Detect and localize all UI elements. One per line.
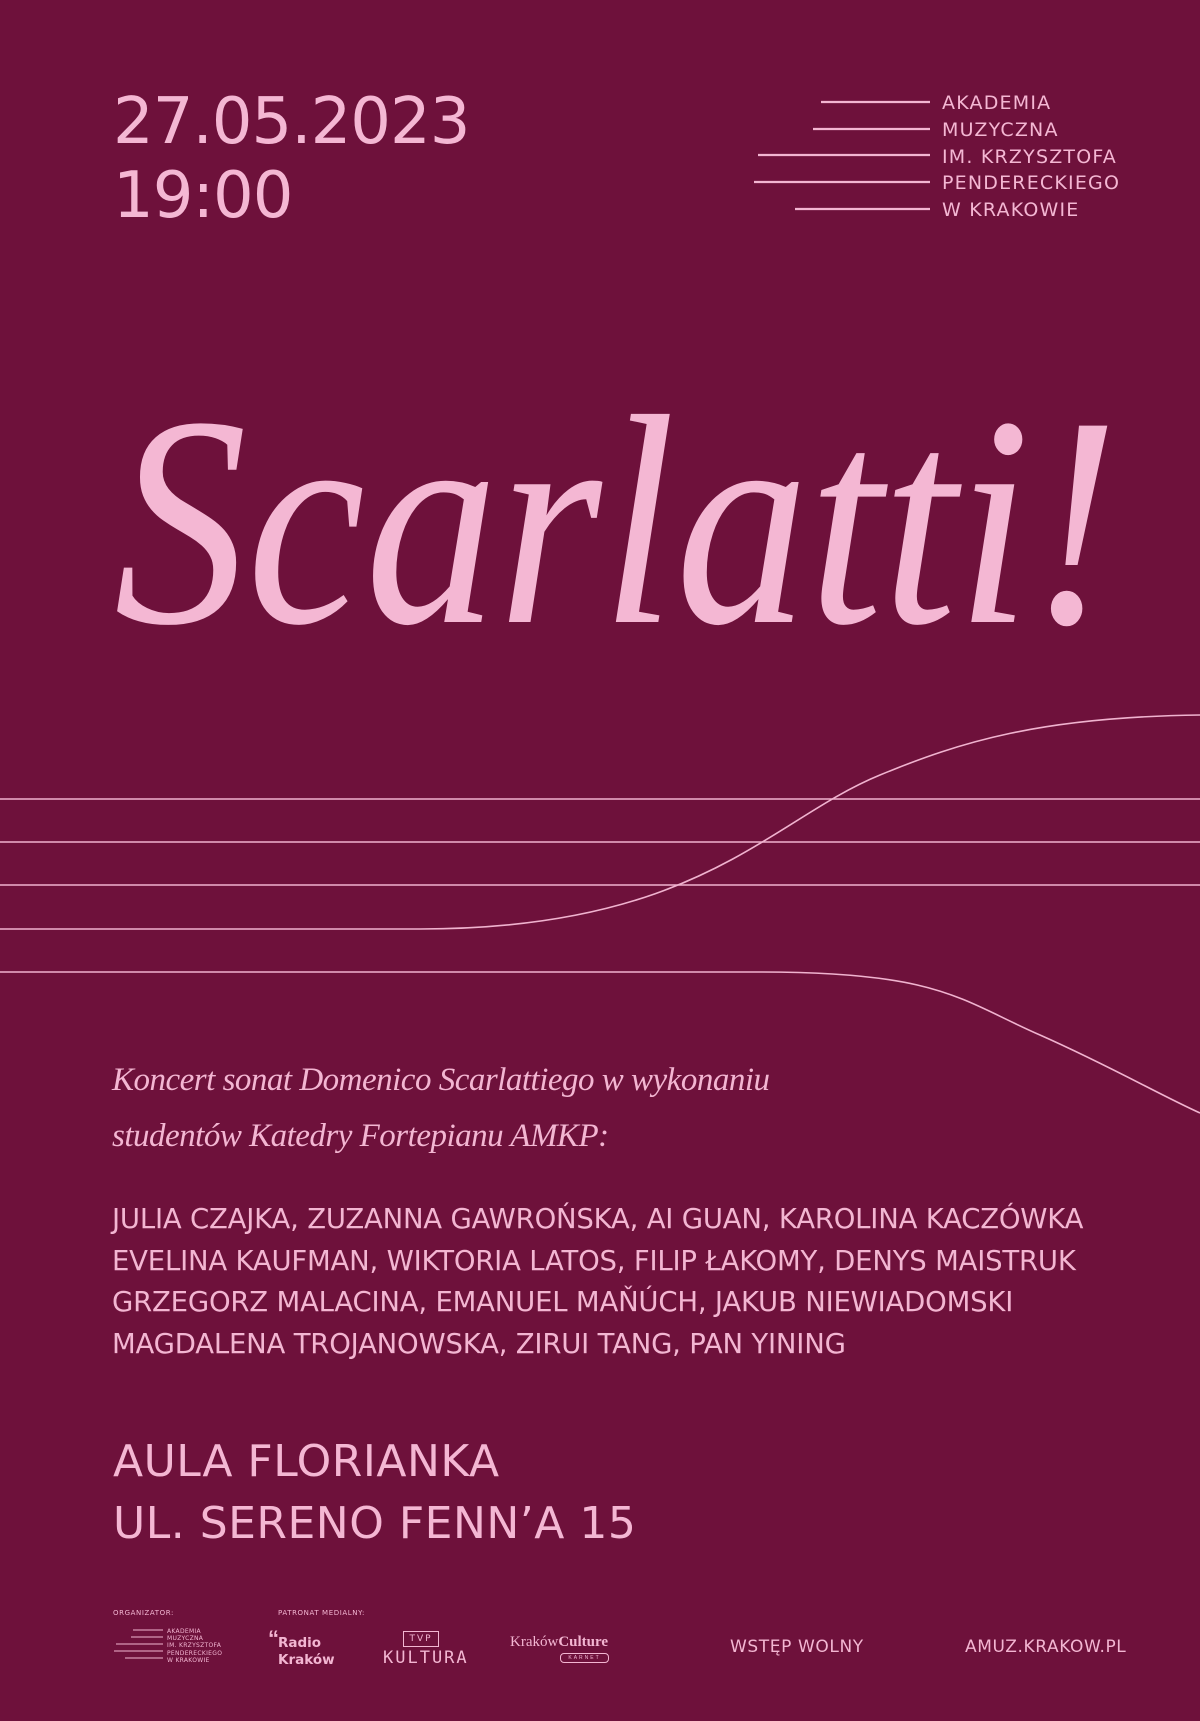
- krakow-culture-logo: [510, 1634, 620, 1664]
- performers-line: EVELINA KAUFMAN, WIKTORIA LATOS, FILIP ŁAKOMY, DENYS MAISTRUK: [112, 1244, 1076, 1277]
- event-title: [112, 355, 1132, 687]
- logo-line: W KRAKOWIE: [942, 199, 1080, 222]
- event-title-text: Scarlatti!: [114, 355, 1119, 687]
- event-date: 27.05.2023: [113, 85, 470, 159]
- mini-logo-line: PENDERECKIEGO: [167, 1649, 223, 1657]
- academy-logo-text: [942, 90, 1120, 224]
- logo-line: IM. KRZYSZTOFA: [942, 145, 1117, 168]
- organizer-label: ORGANIZATOR:: [113, 1609, 174, 1617]
- media-patron-label: PATRONAT MEDIALNY:: [278, 1609, 365, 1617]
- venue-address: UL. SERENO FENN’A 15: [113, 1498, 637, 1549]
- description-line-2: studentów Katedry Fortepianu AMKP:: [112, 1118, 609, 1154]
- krakow-culture-badge: KARNET: [560, 1653, 609, 1663]
- logo-line: AKADEMIA: [942, 92, 1052, 114]
- performers-list: [112, 1199, 1083, 1365]
- website-link[interactable]: AMUZ.KRAKOW.PL: [965, 1637, 1127, 1657]
- logo-line: MUZYCZNA: [942, 118, 1059, 141]
- radio-quote-mark: “: [268, 1626, 279, 1651]
- performers-line: JULIA CZAJKA, ZUZANNA GAWROŃSKA, AI GUAN, KAROLINA KACZÓWKA: [112, 1203, 1084, 1235]
- krakow-culture-part2: Culture: [558, 1634, 609, 1650]
- mini-logo-line: IM. KRZYSZTOFA: [167, 1642, 222, 1650]
- free-entry-text: WSTĘP WOLNY: [730, 1637, 864, 1657]
- performers-line: MAGDALENA TROJANOWSKA, ZIRUI TANG, PAN YINING: [112, 1327, 846, 1360]
- tvp-kultura-logo: [383, 1631, 469, 1671]
- tvp-kultura-word: KULTURA: [383, 1648, 469, 1668]
- performers-line: GRZEGORZ MALACINA, EMANUEL MAŇÚCH, JAKUB NIEWIADOMSKI: [112, 1286, 1014, 1318]
- mini-logo-line: MUZYCZNA: [167, 1635, 204, 1643]
- logo-line: PENDERECKIEGO: [942, 172, 1121, 195]
- tvp-box: TVP: [403, 1631, 439, 1647]
- radio-logo-line-2: Kraków: [278, 1652, 335, 1668]
- event-time: 19:00: [113, 159, 293, 233]
- krakow-culture-part1: Kraków: [510, 1634, 559, 1650]
- description-line-1: Koncert sonat Domenico Scarlattiego w wykonaniu: [112, 1062, 770, 1098]
- mini-logo-line: W KRAKOWIE: [167, 1656, 210, 1664]
- academy-logo-lines: [750, 92, 934, 222]
- radio-logo-line-1: Radio: [278, 1635, 322, 1651]
- radio-krakow-logo: [268, 1626, 338, 1670]
- venue-name: AULA FLORIANKA: [113, 1436, 500, 1487]
- organizer-logo-text: [167, 1628, 222, 1664]
- mini-logo-line: AKADEMIA: [167, 1628, 201, 1635]
